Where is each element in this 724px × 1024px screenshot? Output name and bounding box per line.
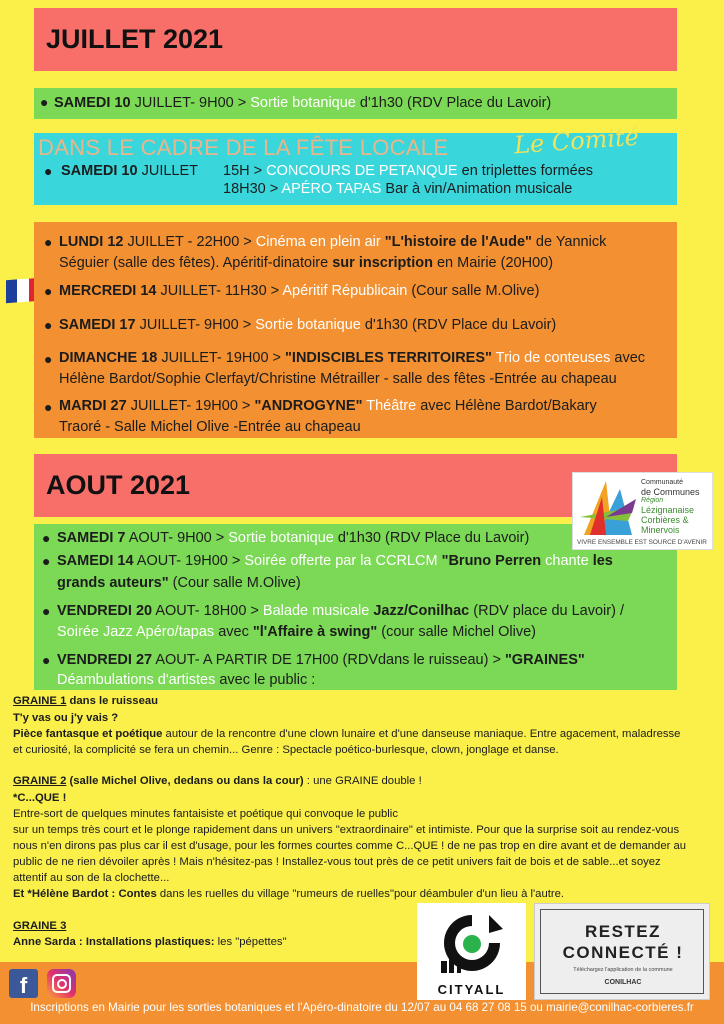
july-header — [34, 8, 677, 71]
instagram-icon[interactable] — [47, 969, 76, 998]
fete-line-2: 18H30 > APÉRO TAPAS Bar à vin/Animation musicale — [223, 181, 573, 197]
fete-locale-box — [34, 122, 677, 205]
event-lundi: LUNDI 12 JUILLET - 22H00 > Cinéma en plein air "L'histoire de l'Aude" de Yannick — [59, 234, 607, 250]
event-line: SAMEDI 10 JUILLET- 9H00 > Sortie botanique d'1h30 (RDV Place du Lavoir) — [54, 95, 552, 111]
event-samedi7: SAMEDI 7 AOUT- 9H00 > Sortie botanique d'1h30 (RDV Place du Lavoir) — [57, 530, 530, 546]
july-events-box: ● LUNDI 12 JUILLET - 22H00 > Cinéma en plein air "L'histoire de l'Aude" de Yannick Séguier (salle des fêtes). Apéritif-dinatoire sur inscription en Mairie (20H00) ● MERCREDI 14 JUILLET- 11H30 > Apéritif Républicain (Cour salle M.Olive) ● SAMEDI 17 JUILLET- 9H00 > Sortie botanique d'1h30 (RDV Place du Lavoir) ● DIMANCHE 18 JUILLET- 19H00 > "INDISCIBLES TERRITOIRES" Trio de conteuses avec Hélène Bardot/Sophie Clerfayt/Christine Métrailler - salle des fêtes -Entrée au chapeau ● MARDI 27 JUILLET- 19H00 > "ANDROGYNE" Théâtre avec Hélène Bardot/Bakary Traoré - Salle Michel Olive -Entrée au chapeau — [34, 222, 677, 438]
fete-day: SAMEDI 10 JUILLET — [61, 163, 198, 179]
fete-title: DANS LE CADRE DE LA FÊTE LOCALE — [38, 135, 449, 160]
event-samedi17: SAMEDI 17 JUILLET- 9H00 > Sortie botanique d'1h30 (RDV Place du Lavoir) — [59, 317, 557, 333]
event-vendredi27: VENDREDI 27 AOUT- A PARTIR DE 17H00 (RDVdans le ruisseau) > "GRAINES" — [57, 652, 585, 668]
cityall-logo[interactable]: CITYALL — [417, 903, 526, 1000]
event-dimanche: DIMANCHE 18 JUILLET- 19H00 > "INDISCIBLES TERRITOIRES" Trio de conteuses avec — [59, 350, 646, 366]
bullet: ● — [44, 163, 53, 179]
communaute-logo: Communauté de Communes Région Lézignanaise Corbières & Minervois VIVRE ENSEMBLE EST SOURCE D'AVENIR — [572, 472, 713, 550]
fete-line-1: 15H > CONCOURS DE PETANQUE en triplettes formées — [223, 163, 594, 179]
event-mercredi: MERCREDI 14 JUILLET- 11H30 > Apéritif Républicain (Cour salle M.Olive) — [59, 283, 540, 299]
logo-mark-icon — [576, 477, 638, 537]
event-vendredi20: VENDREDI 20 AOUT- 18H00 > Balade musicale Jazz/Conilhac (RDV place du Lavoir) / — [57, 603, 624, 619]
event-samedi14: SAMEDI 14 AOUT- 19H00 > Soirée offerte par la CCRLCM "Bruno Perren chante les — [57, 553, 613, 569]
july-title: JUILLET 2021 — [46, 24, 224, 54]
bullet: ● — [40, 94, 49, 110]
event-mardi: MARDI 27 JUILLET- 19H00 > "ANDROGYNE" Théâtre avec Hélène Bardot/Bakary — [59, 398, 597, 414]
aout-title: AOUT 2021 — [46, 470, 191, 500]
event-box-sam10 — [34, 88, 677, 119]
cityall-mark-icon — [437, 909, 507, 975]
comite-script: Le Comité — [513, 122, 640, 160]
restez-connecte-panel[interactable]: RESTEZ CONNECTÉ ! Téléchargez l'application de la commune CONILHAC — [534, 903, 710, 1000]
facebook-icon[interactable]: f — [9, 969, 38, 998]
aout-events-box: ● SAMEDI 7 AOUT- 9H00 > Sortie botanique d'1h30 (RDV Place du Lavoir) ● SAMEDI 14 AOUT- 19H00 > Soirée offerte par la CCRLCM "Bruno Perren chante les grands auteurs" (Cour salle M.Olive) ● VENDREDI 20 AOUT- 18H00 > Balade musicale Jazz/Conilhac (RDV place du Lavoir) / Soirée Jazz Apéro/tapas avec "l'Affaire à swing" (cour salle Michel Olive) ● VENDREDI 27 AOUT- A PARTIR DE 17H00 (RDVdans le ruisseau) > "GRAINES" Déambulations d'artistes avec le public : — [34, 524, 677, 690]
footer-text: Inscriptions en Mairie pour les sorties botaniques et l'Apéro-dinatoire du 12/07 au 04 68 27 08 15 ou mairie@conilhac-corbieres.fr — [30, 1001, 694, 1014]
